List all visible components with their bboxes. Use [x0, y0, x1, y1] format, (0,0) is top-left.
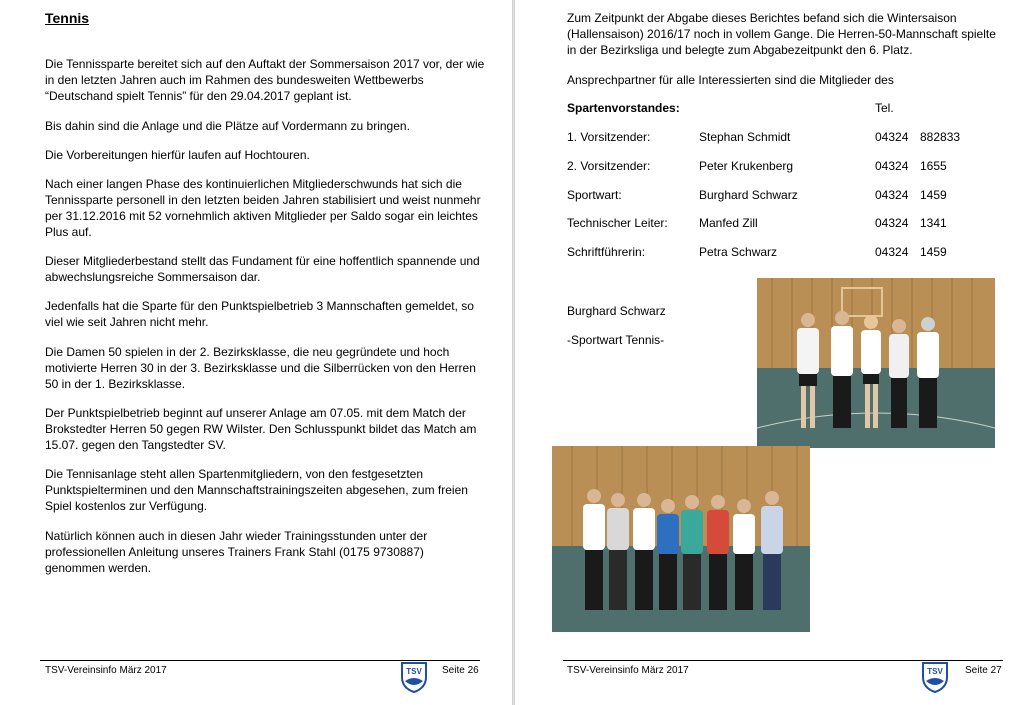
team-photo-women [757, 278, 995, 448]
board-phone-number: 882833 [920, 130, 961, 144]
board-name: Peter Krukenberg [699, 159, 794, 173]
logo-text: TSV [406, 667, 422, 676]
board-role: 1. Vorsitzender: [567, 130, 651, 144]
footer-page-number: Seite 27 [965, 665, 1002, 676]
board-phone-number: 1341 [920, 216, 947, 230]
paragraph: Ansprechpartner für alle Interessierten sind die Mitglieder des [567, 73, 894, 87]
board-phone-number: 1655 [920, 159, 947, 173]
paragraph: Die Vorbereitungen hierfür laufen auf Hochtouren. [45, 148, 310, 162]
footer-page-number: Seite 26 [442, 665, 479, 676]
paragraph: Jedenfalls hat die Sparte für den Punktspielbetrieb 3 Mannschaften gemeldet, so viel wie seit Jahren nicht mehr. [45, 299, 474, 329]
logo-text: TSV [927, 667, 943, 676]
board-role: 2. Vorsitzender: [567, 159, 651, 173]
page-right [515, 0, 1024, 705]
paragraph: Der Punktspielbetrieb beginnt auf unserer Anlage am 07.05. mit dem Match der Brokstedter Herren 50 gegen RW Wilster. Den Schlusspunkt bildet das Match am 15.07. gegen den Tangstedter SV. [45, 406, 477, 452]
paragraph: Dieser Mitgliederbestand stellt das Fundament für eine hoffentlich spannende und abwechslungsreiche Sommersaison dar. [45, 254, 480, 284]
board-phone-area: 04324 [875, 130, 909, 144]
signature-name: Burghard Schwarz [567, 304, 666, 318]
board-phone-number: 1459 [920, 245, 947, 259]
board-name: Stephan Schmidt [699, 130, 791, 144]
board-role: Sportwart: [567, 188, 622, 202]
paragraph: Bis dahin sind die Anlage und die Plätze auf Vordermann zu bringen. [45, 119, 410, 133]
team-photo-men [552, 446, 810, 632]
paragraph: Natürlich können auch in diesen Jahr wieder Trainingsstunden unter der professionellen Anleitung unseres Trainers Frank Stahl (0175 9730887) genommen werden. [45, 529, 428, 575]
tsv-logo-icon [400, 661, 428, 693]
page-title: Tennis [45, 10, 90, 26]
paragraph: Die Damen 50 spielen in der 2. Bezirksklasse, die neu gegründete und hoch motivierte Herren 30 in der 3. Bezirksklasse und die Silberrücken von den Herren 50 in der 1. Bezirksklasse. [45, 345, 476, 391]
board-name: Burghard Schwarz [699, 188, 798, 202]
paragraph: Nach einer langen Phase des kontinuierlichen Mitgliederschwunds hat sich die Tennissparte personell in den letzten beiden Jahren stabilisiert und weist nunmehr per 31.12.2016 mit 52 vornehmlich aktiven Mitglieder per Saldo sogar ein leichtes Plus auf. [45, 177, 481, 239]
board-phone-area: 04324 [875, 159, 909, 173]
paragraph: Zum Zeitpunkt der Abgabe dieses Berichtes befand sich die Wintersaison (Hallensaison) 2016/17 noch in vollem Gange. Die Herren-50-Mannschaft spielte in der Bezirksliga und belegte zum Abgabezeitpunkt den 6. Platz. [567, 11, 996, 57]
board-phone-area: 04324 [875, 245, 909, 259]
paragraph: Die Tennisanlage steht allen Spartenmitgliedern, von den festgesetzten Punktspielterminen und den Mannschaftstrainingszeiten abgesehen, zum freien Spiel kostenlos zur Verfügung. [45, 467, 468, 513]
board-phone-area: 04324 [875, 216, 909, 230]
board-phone-number: 1459 [920, 188, 947, 202]
board-name: Petra Schwarz [699, 245, 778, 259]
tsv-logo-icon [921, 661, 949, 693]
board-role: Technischer Leiter: [567, 216, 668, 230]
footer-issue: TSV-Vereinsinfo März 2017 [45, 665, 167, 676]
board-role: Schriftführerin: [567, 245, 646, 259]
board-phone-area: 04324 [875, 188, 909, 202]
board-heading: Spartenvorstandes: [567, 101, 680, 115]
paragraph: Die Tennissparte bereitet sich auf den Auftakt der Sommersaison 2017 vor, der wie in den letzten Jahren auch im Rahmen des bundesweiten Wettbewerbs “Deutschand spielt Tennis” für den 29.04.2017 geplant ist. [45, 57, 485, 103]
tel-header: Tel. [875, 101, 894, 115]
signature-title: -Sportwart Tennis- [567, 333, 665, 347]
footer-issue: TSV-Vereinsinfo März 2017 [567, 665, 689, 676]
board-name: Manfed Zill [699, 216, 758, 230]
